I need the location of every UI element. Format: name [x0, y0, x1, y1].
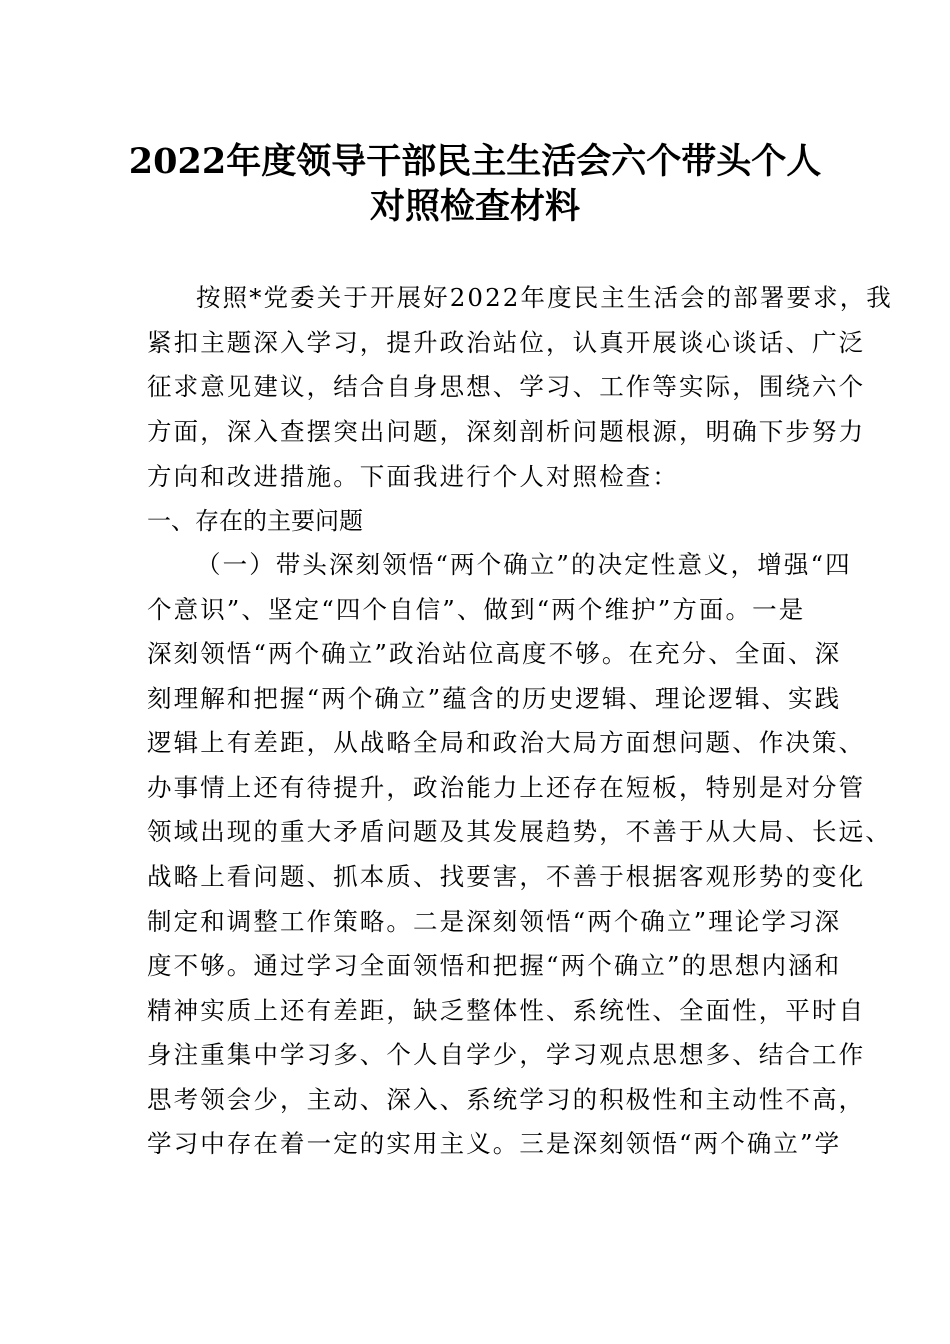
paragraph-1-line: 方面，深入查摆突出问题，深刻剖析问题根源，明确下步努力	[147, 417, 866, 446]
paragraph-2-line: 个意识”、坚定“四个自信”、做到“两个维护”方面。一是	[147, 595, 806, 624]
paragraph-2-line: 学习中存在着一定的实用主义。三是深刻领悟“两个确立”学	[147, 1129, 842, 1158]
paragraph-2-line: （一）带头深刻领悟“两个确立”的决定性意义，增强“四	[196, 550, 852, 579]
section-heading: 一、存在的主要问题	[147, 507, 363, 535]
paragraph-2-line: 精神实质上还有差距，缺乏整体性、系统性、全面性，平时自	[147, 996, 866, 1025]
paragraph-1-line: 紧扣主题深入学习，提升政治站位，认真开展谈心谈话、广泛	[147, 328, 866, 357]
paragraph-2-line: 领域出现的重大矛盾问题及其发展趋势，不善于从大局、长远、	[147, 817, 892, 846]
paragraph-2-line: 办事情上还有待提升，政治能力上还存在短板，特别是对分管	[147, 773, 866, 802]
paragraph-2-line: 刻理解和把握“两个确立”蕴含的历史逻辑、理论逻辑、实践	[147, 684, 842, 713]
paragraph-2-line: 制定和调整工作策略。二是深刻领悟“两个确立”理论学习深	[147, 907, 842, 936]
paragraph-1-line: 征求意见建议，结合自身思想、学习、工作等实际，围绕六个	[147, 372, 866, 401]
paragraph-2-line: 深刻领悟“两个确立”政治站位高度不够。在充分、全面、深	[147, 639, 842, 668]
paragraph-1-line: 按照*党委关于开展好2022年度民主生活会的部署要求，我	[196, 283, 893, 312]
paragraph-2-line: 度不够。通过学习全面领悟和把握“两个确立”的思想内涵和	[147, 951, 842, 980]
paragraph-2-line: 身注重集中学习多、个人自学少，学习观点思想多、结合工作	[147, 1040, 866, 1069]
paragraph-1-line: 方向和改进措施。下面我进行个人对照检查：	[147, 462, 679, 491]
document-title-line-1: 2022年度领导干部民主生活会六个带头个人	[128, 141, 822, 182]
paragraph-2-line: 思考领会少，主动、深入、系统学习的积极性和主动性不高，	[147, 1085, 866, 1114]
paragraph-2-line: 战略上看问题、抓本质、找要害，不善于根据客观形势的变化	[147, 862, 866, 891]
document-title-line-2: 对照检查材料	[369, 186, 580, 227]
paragraph-2-line: 逻辑上有差距，从战略全局和政治大局方面想问题、作决策、	[147, 728, 866, 757]
